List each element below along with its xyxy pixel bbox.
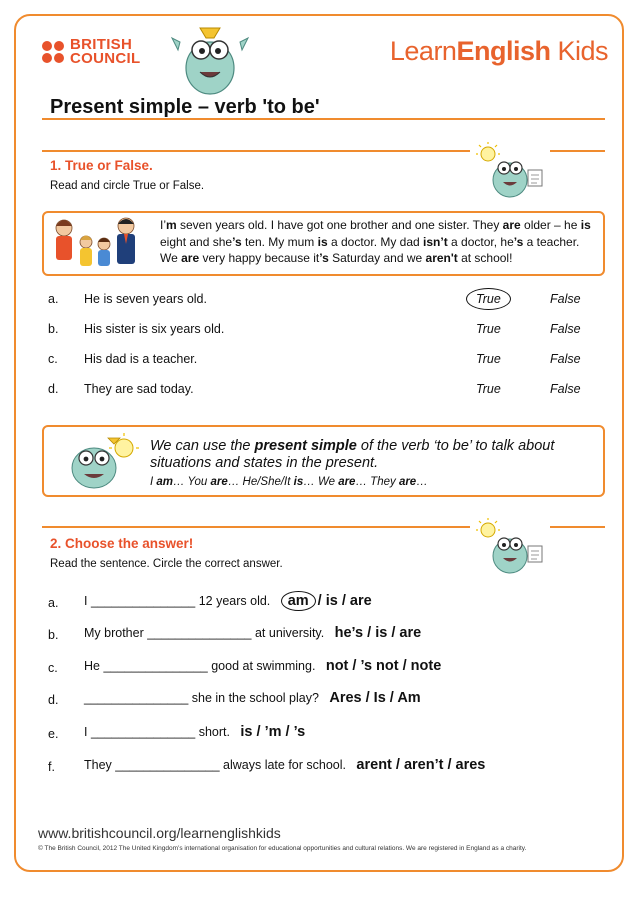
choice-item-letter: e. [48, 727, 59, 741]
reading-run: ’s [513, 234, 524, 249]
family-illustration-icon [50, 214, 150, 272]
reading-run: are [502, 218, 521, 232]
answer-options[interactable]: not / ’s not / note [325, 658, 442, 674]
tf-item-text: His sister is six years old. [84, 322, 225, 336]
tf-item-text: He is seven years old. [84, 292, 207, 306]
false-option[interactable]: False [550, 322, 581, 336]
sentence-post: 12 years old. [195, 594, 271, 608]
info-example-run: I [150, 476, 157, 488]
sentence-pre: They [84, 758, 116, 772]
sentence-post: at university. [251, 626, 325, 640]
choice-item-sentence [84, 724, 305, 740]
reading-run: is [317, 234, 328, 249]
reading-run: older – he [520, 218, 581, 232]
mascot-with-lightbulb-icon [474, 142, 548, 200]
reading-run: very happy because it [199, 251, 320, 265]
reading-passage [160, 217, 600, 267]
info-example-run: … He/She/It [227, 476, 294, 488]
answer-blank[interactable]: _______________ [103, 659, 208, 673]
info-example-run: … They [355, 476, 399, 488]
reading-run: a doctor, he [447, 234, 514, 249]
logo-english: English [456, 36, 551, 66]
info-example-run: am [156, 476, 174, 488]
reading-run: is [580, 218, 591, 232]
section2-divider-right [550, 526, 605, 528]
tf-item-letter: b. [48, 322, 59, 336]
reading-run: a doctor. My dad [327, 234, 424, 249]
logo-learn: Learn [389, 36, 457, 66]
spacer [346, 758, 356, 772]
true-option[interactable]: True [476, 322, 501, 336]
reading-run: a teacher. We [160, 234, 580, 265]
true-option[interactable]: True [466, 288, 511, 310]
info-example-run: is [293, 476, 304, 488]
section1-divider-right [550, 150, 605, 152]
reading-run: Saturday and we [328, 251, 426, 265]
answer-blank[interactable]: _______________ [90, 594, 196, 608]
false-option[interactable]: False [550, 382, 581, 396]
mascot-with-lightbulb-icon-2 [474, 518, 548, 576]
sentence-post: good at swimming. [207, 659, 316, 673]
brand-line-2: COUNCIL [70, 50, 141, 67]
reading-run: seven years old. I have got one brother and one sister. They [176, 218, 503, 232]
sentence-post: she in the school play? [188, 691, 319, 705]
reading-run: ’s [232, 234, 242, 249]
footer-url[interactable]: www.britishcouncil.org/learnenglishkids [38, 825, 281, 841]
answer-options[interactable]: Ares / Is / Am [329, 690, 421, 706]
choice-item-sentence [84, 757, 485, 773]
false-option[interactable]: False [550, 292, 581, 306]
answer-blank[interactable]: _______________ [84, 691, 189, 705]
title-divider [42, 118, 605, 120]
info-example-run: … We [303, 476, 339, 488]
choice-item-letter: a. [48, 596, 59, 610]
choice-item-letter: c. [48, 661, 58, 675]
answer-blank[interactable]: _______________ [90, 725, 196, 739]
answer-options[interactable]: he’s / is / are [334, 625, 422, 641]
sentence-post: short. [195, 725, 230, 739]
reading-run: aren't [425, 251, 458, 265]
section2-divider-left [42, 526, 470, 528]
true-option[interactable]: True [476, 352, 501, 366]
reading-run: are [181, 251, 200, 265]
monster-mascot-icon [170, 20, 250, 100]
choice-item-letter: d. [48, 693, 59, 707]
learnenglish-kids-logo[interactable] [390, 36, 608, 67]
choice-item-letter: b. [48, 628, 59, 642]
grammar-info-text [150, 438, 600, 472]
spacer [315, 659, 325, 673]
reading-run: eight and she [160, 234, 233, 249]
spacer [230, 725, 240, 739]
choice-item-sentence [84, 625, 421, 641]
tf-item-text: His dad is a teacher. [84, 352, 198, 366]
tf-item-letter: c. [48, 352, 58, 366]
tf-item-letter: a. [48, 292, 59, 306]
reading-run: I’ [160, 218, 166, 232]
choice-item-sentence [84, 593, 372, 609]
info-example-run: are [338, 476, 356, 488]
sentence-pre: I [84, 594, 91, 608]
choice-item-letter: f. [48, 760, 55, 774]
sentence-post: always late for school. [219, 758, 346, 772]
answer-blank[interactable]: _______________ [115, 758, 220, 772]
answer-options[interactable]: is / ’m / ’s [240, 724, 306, 740]
info-pre: We can use the [150, 438, 255, 454]
tf-item-letter: d. [48, 382, 59, 396]
section2-title: 2. Choose the answer! [50, 536, 194, 551]
answer-option-circled[interactable]: am [281, 591, 316, 611]
spacer [270, 594, 280, 608]
reading-run: m [166, 218, 177, 232]
info-post: of the verb ‘to be’ to talk about situations and states in the present. [150, 438, 555, 471]
section1-instruction: Read and circle True or False. [50, 180, 205, 192]
answer-blank[interactable]: _______________ [147, 626, 252, 640]
sentence-pre: He [84, 659, 104, 673]
mascot-idea-icon [62, 430, 140, 492]
brand-line-1: BRITISH [70, 36, 133, 53]
reading-run: ’s [319, 251, 329, 265]
sentence-pre: I [84, 725, 91, 739]
section1-title: 1. True or False. [50, 158, 153, 173]
grammar-info-examples [150, 476, 428, 488]
page-title: Present simple – verb 'to be' [50, 96, 320, 118]
section1-divider-left [42, 150, 470, 152]
answer-options[interactable]: / is / are [317, 593, 372, 609]
logo-kids: Kids [550, 36, 608, 66]
spacer [319, 691, 329, 705]
reading-run: at school! [457, 251, 513, 265]
answer-options[interactable]: arent / aren’t / ares [356, 757, 486, 773]
info-example-run: are [398, 476, 417, 488]
reading-run: ten. My mum [241, 234, 318, 249]
info-bold: present simple [254, 438, 357, 454]
false-option[interactable]: False [550, 352, 581, 366]
tf-item-text: They are sad today. [84, 382, 194, 396]
choice-item-sentence [84, 658, 441, 674]
info-example-run: are [210, 476, 228, 488]
info-example-run: … You [173, 476, 211, 488]
sentence-pre: My brother [84, 626, 148, 640]
british-council-logo[interactable] [42, 38, 140, 66]
footer-copyright: © The British Council, 2012 The United Kingdom’s international organisation for educational opportunities and cultural relations. We are registered in England as a charity. [38, 845, 527, 852]
true-option[interactable]: True [476, 382, 501, 396]
reading-run: isn’t [423, 234, 448, 249]
british-council-dots-icon [42, 41, 64, 63]
section2-instruction: Read the sentence. Circle the correct answer. [50, 558, 283, 570]
choice-item-sentence [84, 690, 421, 706]
info-example-run: … [416, 476, 428, 488]
spacer [324, 626, 334, 640]
